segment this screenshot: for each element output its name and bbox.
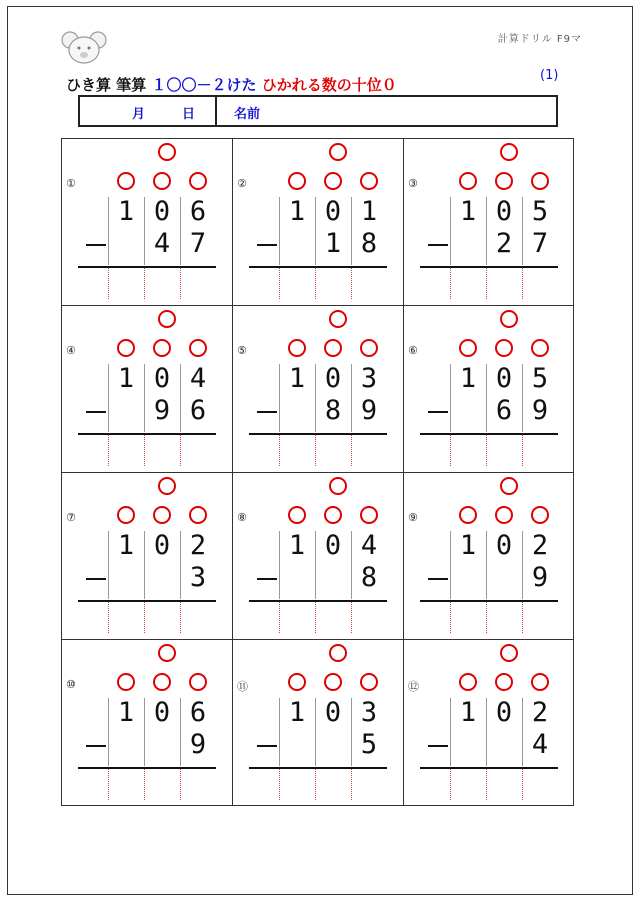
minus-sign [428,578,448,580]
answer-line [420,433,558,435]
minuend-digit: 1 [117,697,135,728]
answer-column-guide [486,768,487,800]
minus-sign [86,578,106,580]
column-guide [315,197,316,265]
subtrahend-digit: 9 [531,395,549,426]
column-guide [351,197,352,265]
minuend-digit: 1 [117,196,135,227]
subtrahend-digit: 7 [189,228,207,259]
column-guide [180,364,181,432]
minuend-digit: 1 [459,697,477,728]
column-guide [486,698,487,766]
carry-circle [324,673,342,691]
subtrahend-digit: 6 [495,395,513,426]
answer-column-guide [180,768,181,800]
column-guide [108,531,109,599]
minuend-digit: 1 [459,363,477,394]
problem-cell [232,138,403,305]
carry-circle [500,143,518,161]
carry-circle [288,506,306,524]
answer-column-guide [108,768,109,800]
subtrahend-digit: 8 [324,395,342,426]
answer-column-guide [351,434,352,466]
answer-column-guide [108,601,109,633]
answer-line [249,266,387,268]
carry-circle [329,477,347,495]
answer-column-guide [180,267,181,299]
minus-sign [257,745,277,747]
minuend-digit: 0 [324,363,342,394]
problem-number: ① [66,177,76,190]
column-guide [450,197,451,265]
answer-column-guide [144,267,145,299]
column-guide [315,698,316,766]
answer-column-guide [315,601,316,633]
carry-circle [360,673,378,691]
column-guide [450,698,451,766]
column-guide [144,364,145,432]
minuend-digit: 1 [288,697,306,728]
title-part-1: ひき算 筆算 [66,76,147,94]
column-guide [279,364,280,432]
carry-circle [531,673,549,691]
minuend-digit: 0 [324,196,342,227]
minuend-digit: 2 [531,697,549,728]
answer-line [78,600,216,602]
column-guide [279,197,280,265]
carry-circle [158,310,176,328]
answer-column-guide [450,267,451,299]
name-label: 名前 [234,107,261,122]
carry-circle [117,339,135,357]
answer-line [420,600,558,602]
answer-line [78,767,216,769]
problem-number: ⑧ [237,511,247,524]
problem-cell [61,472,232,639]
column-guide [351,531,352,599]
carry-circle [495,172,513,190]
subtrahend-digit: 8 [360,228,378,259]
problem-cell [403,138,574,305]
carry-circle [189,339,207,357]
subtrahend-digit: 8 [360,562,378,593]
carry-circle [500,477,518,495]
column-guide [144,531,145,599]
subtrahend-digit: 9 [531,562,549,593]
column-guide [180,197,181,265]
bear-face-icon [60,30,108,66]
answer-column-guide [315,768,316,800]
column-guide [351,698,352,766]
column-guide [315,531,316,599]
carry-circle [360,172,378,190]
column-guide [108,698,109,766]
carry-circle [324,172,342,190]
carry-circle [158,143,176,161]
column-guide [486,364,487,432]
carry-circle [495,673,513,691]
subtrahend-digit: 9 [189,729,207,760]
column-guide [450,531,451,599]
carry-circle [117,172,135,190]
minuend-digit: 0 [153,363,171,394]
carry-circle [500,310,518,328]
answer-column-guide [351,768,352,800]
minuend-digit: 0 [153,196,171,227]
subtrahend-digit: 9 [360,395,378,426]
minus-sign [257,411,277,413]
column-guide [315,364,316,432]
minuend-digit: 5 [531,363,549,394]
answer-column-guide [315,434,316,466]
minus-sign [86,244,106,246]
carry-circle [324,506,342,524]
problem-number: ⑪ [237,680,248,693]
column-guide [279,531,280,599]
answer-column-guide [144,601,145,633]
carry-circle [153,172,171,190]
carry-circle [329,644,347,662]
minus-sign [257,244,277,246]
answer-line [78,433,216,435]
column-guide [180,531,181,599]
carry-circle [153,339,171,357]
minuend-digit: 1 [459,196,477,227]
minuend-digit: 6 [189,196,207,227]
name-box [78,95,558,127]
minuend-digit: 2 [189,530,207,561]
problem-number: ⑥ [408,344,418,357]
column-guide [108,197,109,265]
answer-column-guide [450,434,451,466]
problem-cell [61,639,232,806]
carry-circle [500,644,518,662]
carry-circle [531,506,549,524]
carry-circle [158,477,176,495]
problem-number: ⑦ [66,511,76,524]
drill-code: 計算ドリル F9マ [497,34,582,45]
column-guide [522,698,523,766]
carry-circle [117,673,135,691]
minus-sign [428,244,448,246]
answer-column-guide [144,768,145,800]
minus-sign [86,411,106,413]
answer-column-guide [486,601,487,633]
answer-line [420,266,558,268]
carry-circle [531,339,549,357]
answer-column-guide [522,267,523,299]
answer-column-guide [279,768,280,800]
answer-column-guide [279,601,280,633]
carry-circle [158,644,176,662]
carry-circle [329,143,347,161]
minuend-digit: 1 [288,196,306,227]
minuend-digit: 3 [360,363,378,394]
problem-cell [61,305,232,472]
problem-cell [403,305,574,472]
minuend-digit: 2 [531,530,549,561]
minus-sign [86,745,106,747]
answer-column-guide [144,434,145,466]
column-guide [522,531,523,599]
carry-circle [459,673,477,691]
answer-column-guide [450,768,451,800]
minuend-digit: 0 [495,530,513,561]
subtrahend-digit: 6 [189,395,207,426]
answer-column-guide [522,768,523,800]
problem-cell [232,472,403,639]
carry-circle [117,506,135,524]
minuend-digit: 0 [324,530,342,561]
minuend-digit: 0 [153,530,171,561]
carry-circle [189,172,207,190]
problem-number: ④ [66,344,76,357]
carry-circle [459,172,477,190]
worksheet-title [66,74,397,95]
answer-column-guide [279,434,280,466]
minuend-digit: 0 [495,363,513,394]
column-guide [486,531,487,599]
carry-circle [189,506,207,524]
sheet-number: (1) [540,68,559,83]
title-part-2: １〇〇－２けた [151,76,257,94]
answer-column-guide [108,434,109,466]
carry-circle [329,310,347,328]
answer-column-guide [180,601,181,633]
answer-column-guide [279,267,280,299]
problem-cell [232,305,403,472]
problem-number: ⑤ [237,344,247,357]
answer-column-guide [522,601,523,633]
carry-circle [459,506,477,524]
problem-number: ③ [408,177,418,190]
column-guide [351,364,352,432]
carry-circle [459,339,477,357]
month-label: 月 [132,107,146,122]
carry-circle [495,339,513,357]
minus-sign [257,578,277,580]
carry-circle [531,172,549,190]
subtrahend-digit: 4 [531,729,549,760]
subtrahend-digit: 7 [531,228,549,259]
column-guide [279,698,280,766]
column-guide [144,698,145,766]
answer-column-guide [450,601,451,633]
carry-circle [288,172,306,190]
answer-line [249,433,387,435]
name-box-divider [215,97,217,125]
answer-column-guide [351,601,352,633]
carry-circle [153,673,171,691]
answer-line [249,600,387,602]
day-label: 日 [182,107,196,122]
answer-line [249,767,387,769]
minuend-digit: 1 [288,363,306,394]
answer-line [420,767,558,769]
minuend-digit: 1 [459,530,477,561]
minuend-digit: 1 [117,363,135,394]
carry-circle [495,506,513,524]
problem-number: ⑨ [408,511,418,524]
minus-sign [428,411,448,413]
minuend-digit: 0 [495,697,513,728]
minus-sign [428,745,448,747]
column-guide [450,364,451,432]
carry-circle [324,339,342,357]
minuend-digit: 0 [153,697,171,728]
carry-circle [153,506,171,524]
carry-circle [360,339,378,357]
minuend-digit: 1 [117,530,135,561]
problem-number: ② [237,177,247,190]
minuend-digit: 5 [531,196,549,227]
subtrahend-digit: 5 [360,729,378,760]
column-guide [486,197,487,265]
carry-circle [288,339,306,357]
problem-cell [61,138,232,305]
answer-column-guide [351,267,352,299]
subtrahend-digit: 4 [153,228,171,259]
title-part-3: ひかれる数の十位０ [261,76,397,94]
minuend-digit: 0 [324,697,342,728]
column-guide [522,364,523,432]
answer-column-guide [315,267,316,299]
problem-grid [61,138,576,809]
column-guide [108,364,109,432]
subtrahend-digit: 2 [495,228,513,259]
answer-column-guide [108,267,109,299]
answer-column-guide [486,267,487,299]
carry-circle [360,506,378,524]
minuend-digit: 1 [288,530,306,561]
carry-circle [189,673,207,691]
minuend-digit: 3 [360,697,378,728]
problem-cell [232,639,403,806]
minuend-digit: 1 [360,196,378,227]
problem-number: ⑫ [408,680,419,693]
answer-column-guide [180,434,181,466]
subtrahend-digit: 3 [189,562,207,593]
column-guide [180,698,181,766]
problem-cell [403,639,574,806]
answer-line [78,266,216,268]
column-guide [144,197,145,265]
carry-circle [288,673,306,691]
problem-number: ⑩ [66,678,76,691]
answer-column-guide [486,434,487,466]
column-guide [522,197,523,265]
minuend-digit: 4 [360,530,378,561]
minuend-digit: 4 [189,363,207,394]
answer-column-guide [522,434,523,466]
subtrahend-digit: 1 [324,228,342,259]
minuend-digit: 6 [189,697,207,728]
problem-cell [403,472,574,639]
minuend-digit: 0 [495,196,513,227]
subtrahend-digit: 9 [153,395,171,426]
